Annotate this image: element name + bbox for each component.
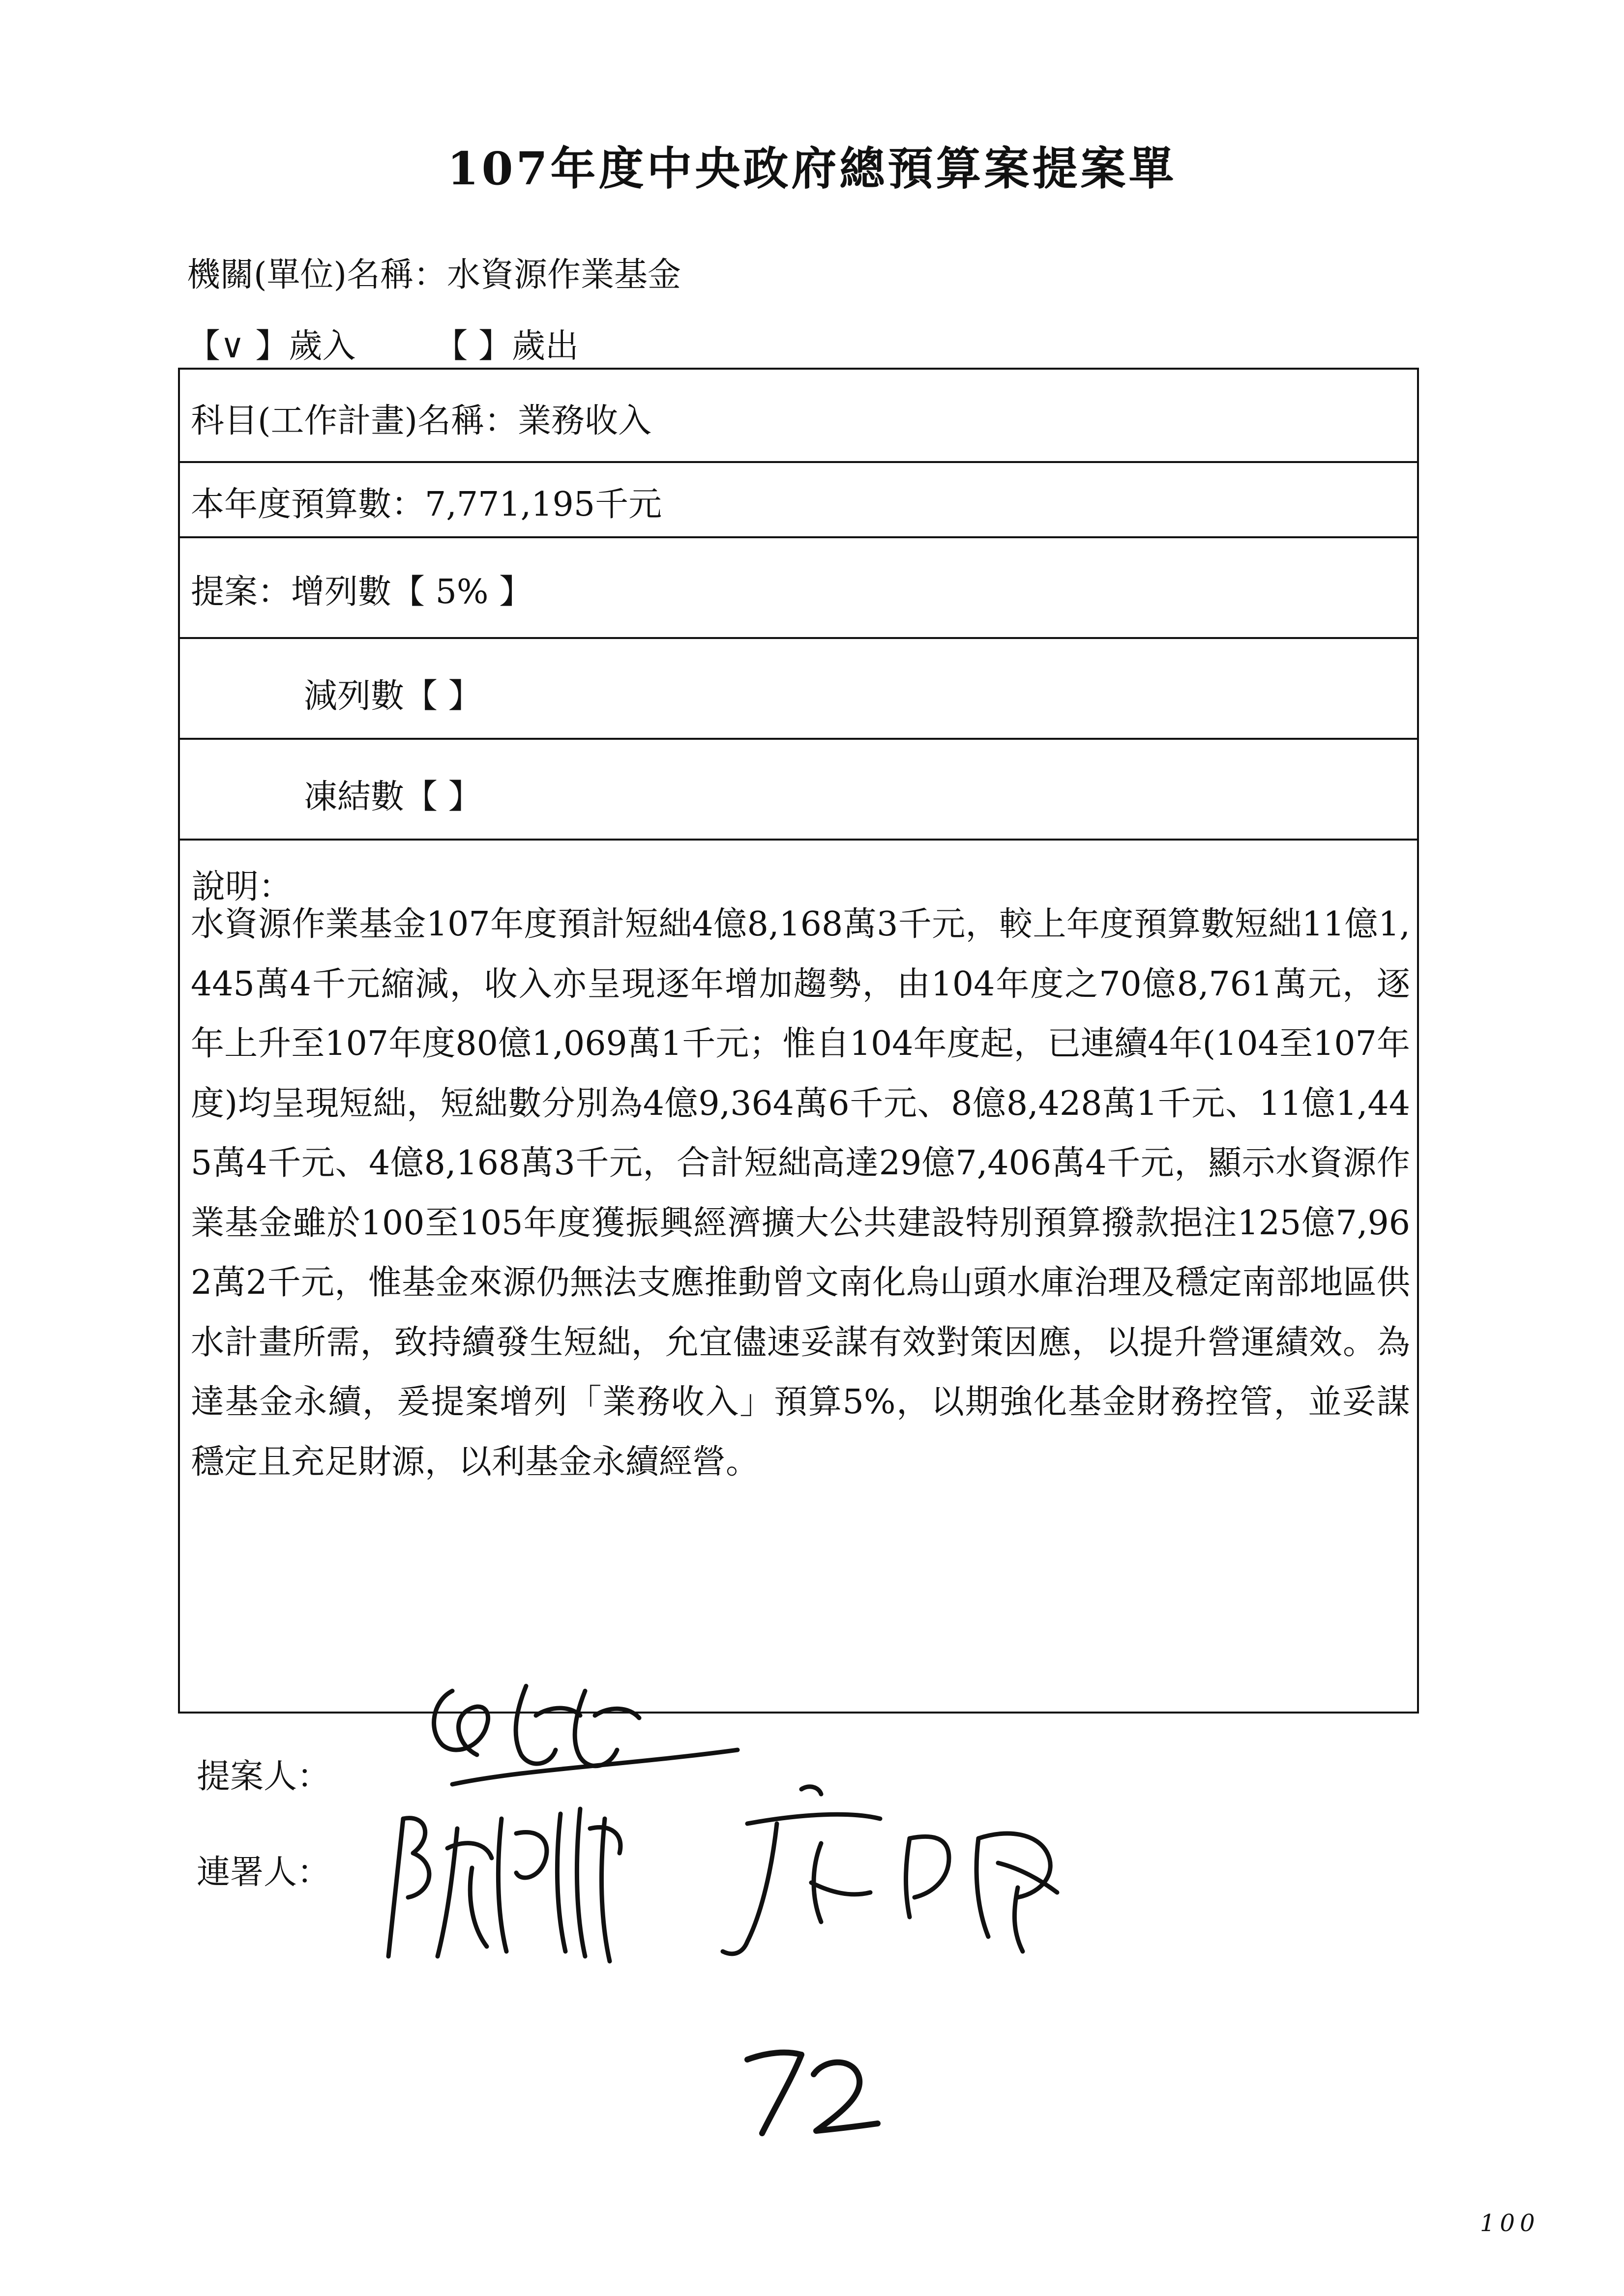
cosigner-label: 連署人： [197, 1853, 331, 1892]
revenue-checkbox: 【∨ 】歲入 [187, 327, 356, 366]
page-title: 107年度中央政府總預算案提案單 [447, 142, 1177, 195]
item-name-row [180, 370, 1417, 463]
budget-amount: 本年度預算數：7,771,195千元 [191, 485, 662, 524]
handwritten-number-glyph [728, 2035, 885, 2153]
agency-name: 機關(單位)名稱：水資源作業基金 [187, 256, 681, 294]
description-text: 水資源作業基金107年度預計短絀4億8,168萬3千元，較上年度預算數短絀11億1,445萬4千元縮減，收入亦呈現逐年增加趨勢，由104年度之70億8,761萬元，逐年上升至107年度80億1,069萬1千元；惟自104年度起，已連續4年(104至107年度)均呈現短絀，短絀數分別為4億9,364萬6千元、8億8,428萬1千元、11億1,445萬4千元、4億8,168萬3千元，合計短絀高達29億7,406萬4千元，顯示水資源作業基金雖於100至105年度獲振興經濟擴大公共建設特別預算撥款挹注125億7,962萬2千元，惟基金來源仍無法支應推動曾文南化烏山頭水庫治理及穩定南部地區供水計畫所需，致持續發生短絀，允宜儘速妥謀有效對策因應，以提升營運績效。為達基金永續，爰提案增列「業務收入」預算5%，以期強化基金財務控管，並妥謀穩定且充足財源，以利基金永續經營。 [191, 905, 1410, 1482]
cosigner-signature-2 [703, 1770, 1106, 1976]
proposal-freeze: 凍結數【 】 [304, 778, 482, 816]
item-name: 科目(工作計畫)名稱：業務收入 [191, 402, 652, 440]
type-selection [187, 320, 579, 367]
page-number-handwritten [728, 2035, 885, 2155]
increase-row [180, 538, 1417, 639]
proposal-table [178, 368, 1419, 1714]
freeze-row [180, 740, 1417, 841]
budget-row [180, 463, 1417, 538]
decrease-row [180, 639, 1417, 740]
expenditure-checkbox: 【 】歲出 [434, 327, 579, 366]
description-row [180, 841, 1417, 1712]
page-number-small: 100 [1480, 2209, 1540, 2237]
description-label: 說明： [192, 868, 293, 906]
proposal-increase: 提案：增列數【 5% 】 [191, 573, 533, 611]
cosigner-signature-1 [374, 1789, 698, 1971]
proposal-decrease: 減列數【 】 [304, 677, 482, 716]
proposer-label: 提案人： [197, 1757, 331, 1796]
